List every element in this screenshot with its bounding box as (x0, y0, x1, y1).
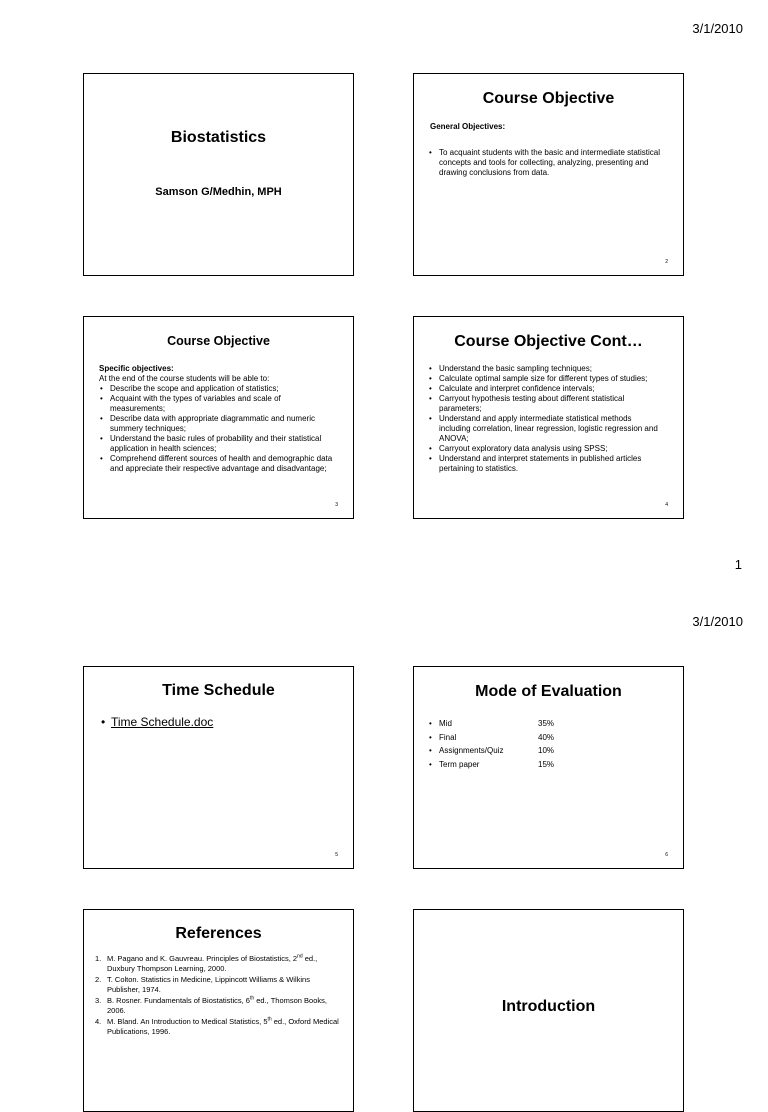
slide-heading: General Objectives: (430, 122, 506, 131)
bullet-list (428, 148, 661, 178)
time-schedule-link[interactable]: Time Schedule.doc (111, 715, 214, 729)
slide-title: Course Objective (167, 334, 270, 348)
list-item: • Understand the basic rules of probability and their statistical application in health sciences; (99, 434, 333, 454)
list-item: • Understand the basic sampling techniques; (428, 364, 661, 374)
slide-number: 5 (335, 852, 338, 858)
slide-number: 4 (665, 502, 668, 508)
page-number: 1 (734, 557, 742, 572)
reference-item: 4. M. Bland. An Introduction to Medical Statistics, 5th ed., Oxford Medical Publications, 1996. (95, 1016, 339, 1036)
evaluation-label: Mid (439, 719, 452, 728)
slide-body (99, 364, 333, 474)
list-item (428, 758, 663, 772)
list-item: • Understand and interpret statements in published articles pertaining to statistics. (428, 454, 661, 474)
list-item: • Calculate optimal sample size for different types of studies; (428, 374, 661, 384)
list-item: • Describe the scope and application of statistics; (99, 384, 333, 394)
bullet-list (100, 715, 333, 729)
slide-number: 3 (335, 502, 338, 508)
bullet-list (99, 384, 333, 474)
slide-author: Samson G/Medhin, MPH (155, 186, 282, 198)
slide-references (83, 909, 354, 1112)
reference-item: 1. M. Pagano and K. Gauvreau. Principles of Biostatistics, 2nd ed., Duxbury Thompson Learning, 2000. (95, 953, 318, 973)
list-item (428, 731, 663, 745)
slide-mode-of-evaluation (413, 666, 684, 869)
slide-title: Mode of Evaluation (475, 683, 622, 700)
bullet-list (428, 364, 661, 474)
slide-title: Introduction (501, 998, 596, 1015)
evaluation-list (428, 717, 663, 771)
slide-biostatistics (83, 73, 354, 276)
evaluation-label: Assignments/Quiz (439, 746, 504, 755)
reference-item: 3. B. Rosner. Fundamentals of Biostatistics, 6th ed., Thomson Books, 2006. (95, 995, 327, 1015)
evaluation-label: Final (439, 732, 457, 742)
list-item (428, 744, 663, 758)
slide-course-objective-cont (413, 316, 684, 519)
slide-title: Course Objective Cont… (454, 333, 643, 350)
list-item: • Comprehend different sources of health and demographic data and appreciate their respective advantage and disadvantage; (99, 454, 333, 474)
slide-number: 2 (665, 259, 668, 265)
slide-time-schedule (83, 666, 354, 869)
list-item: • Calculate and interpret confidence intervals; (428, 384, 661, 394)
slide-title: References (175, 925, 262, 942)
list-item (100, 715, 333, 729)
slide-course-objective-specific (83, 316, 354, 519)
page-date: 3/1/2010 (692, 21, 743, 36)
list-item (428, 717, 663, 731)
list-item: • Understand and apply intermediate statistical methods including correlation, linear regression, logistic regression and ANOVA; (428, 414, 661, 444)
slide-title: Course Objective (482, 90, 615, 107)
slide-course-objective-general (413, 73, 684, 276)
list-item: • Carryout hypothesis testing about different statistical parameters; (428, 394, 661, 414)
list-item: • To acquaint students with the basic and intermediate statistical concepts and tools for collecting, analyzing, presenting and drawing conclusions from data. (428, 148, 661, 178)
slide-intro: At the end of the course students will be able to: (99, 374, 270, 383)
slide-heading: Specific objectives: (99, 364, 174, 373)
evaluation-value: 35% (538, 719, 555, 728)
evaluation-value: 10% (538, 746, 555, 755)
list-item: • Carryout exploratory data analysis using SPSS; (428, 444, 661, 454)
slide-introduction (413, 909, 684, 1112)
page-date: 3/1/2010 (692, 614, 743, 629)
slide-title: Biostatistics (170, 129, 267, 146)
list-item: • Describe data with appropriate diagrammatic and numeric summery techniques; (99, 414, 333, 434)
reference-item: 2. T. Colton. Statistics in Medicine, Lippincott Williams & Wilkins Publisher, 1974. (95, 975, 310, 994)
evaluation-label: Term paper (439, 759, 480, 769)
evaluation-value: 15% (538, 759, 555, 769)
slide-title: Time Schedule (162, 682, 275, 699)
list-item: • Acquaint with the types of variables and scale of measurements; (99, 394, 333, 414)
evaluation-value: 40% (538, 732, 555, 742)
slide-number: 6 (665, 852, 668, 858)
